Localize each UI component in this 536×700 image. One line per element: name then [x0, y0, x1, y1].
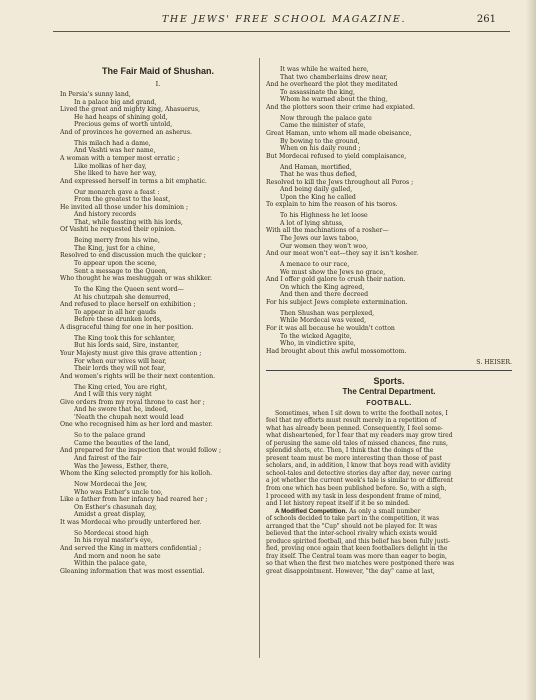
column-divider — [259, 58, 260, 658]
poem-signature: S. HEISER. — [476, 358, 512, 366]
stanza — [266, 212, 512, 258]
poem-line: In Persia's sunny land, — [60, 91, 131, 98]
paragraph-line: fray itself. The Central team was more than eager to begin, — [266, 552, 447, 560]
poem-line: Give orders from my royal throne to cast her ; — [60, 398, 205, 406]
poem-line: To his Highness he let loose — [280, 212, 368, 220]
poem-line: And expressed herself in terms a bit emphatic. — [60, 177, 207, 185]
poem-line: But Mordecai refused to yield complaisance, — [266, 152, 407, 160]
poem-line: We must show the Jews no grace, — [280, 268, 386, 276]
poem-line: A woman with a temper most erratic ; — [60, 154, 180, 162]
poem-line: Great Haman, unto whom all made obeisance, — [266, 129, 412, 137]
paragraph-line — [266, 508, 512, 516]
stanza — [60, 237, 256, 283]
poem-line: While Mordecai was vexed, — [280, 317, 367, 325]
poem-line: Whom the King selected promptly for his kolloh. — [60, 470, 213, 478]
paragraph-line: what disheartened, for I fear that my readers may grow tired — [266, 432, 453, 440]
poem-line: And women's rights will be their next contention. — [60, 372, 216, 380]
poem-line: Then Shushan was perplexed, — [280, 309, 375, 317]
poem-line: To the King the Queen sent word— — [74, 286, 184, 293]
poem-part-numeral: I. — [155, 80, 161, 88]
paragraph-line: great disappointment. However, "the day" came at last, — [266, 567, 435, 575]
poem-line: And Vashti was her name, — [74, 147, 156, 155]
paragraph-line: of perusing the same old tales of missed chances, fine runs, — [266, 439, 448, 447]
stanza — [266, 261, 512, 307]
poem-title: The Fair Maid of Shushan. — [101, 66, 214, 76]
paragraph-line: arranged that the "Cup" should not be played for. It was — [266, 522, 438, 530]
stanza — [60, 140, 256, 186]
running-header — [0, 14, 536, 28]
poem-line: And the plotters soon their crime had expiated. — [266, 103, 415, 111]
paragraph-line: from one which has been published before. So, with a sigh, — [266, 484, 447, 492]
paragraph-line: scholars, and, in addition, I know that boys read with avidity — [266, 462, 451, 470]
poem-line: Like a father from her infancy had reared her ; — [60, 496, 208, 504]
paragraph-line: fied, proving once again that keen footballers delight in the — [266, 545, 448, 553]
poem-line: For when our wives will hear, — [74, 357, 167, 365]
sports-title: Sports. — [373, 375, 405, 386]
poem-line: Came the minister of state, — [280, 122, 366, 130]
paragraph-line: splendid shots, etc. Then, I think that the doings of the — [266, 447, 434, 455]
poem-line: A disgraceful thing for one in her position. — [60, 323, 194, 331]
competition-paragraph — [266, 508, 512, 576]
stanza — [60, 335, 256, 381]
poem-line: Was the Jewess, Esther, there, — [74, 462, 169, 470]
poem-line: And then and there decreed — [280, 291, 369, 299]
poem-line: And refused to place herself on exhibition ; — [60, 301, 196, 309]
poem-line: And morn and noon he sate — [74, 552, 161, 560]
poem-line: Sent a message to the Queen, — [74, 267, 168, 275]
poem-line: And I offer gold galore to crush their nation. — [266, 276, 406, 284]
poem-line: On which the King agreed, — [280, 283, 365, 291]
poem-line: For it was all because he wouldn't cotton — [266, 324, 395, 332]
poem-line: To explain to him the reason of his tsoros. — [266, 201, 398, 209]
paragraph-line: feel that my efforts must result merely in a repetition of — [266, 417, 437, 425]
poem-line: And of provinces he governed an asherus. — [60, 128, 192, 136]
poem-line: From the greatest to the least, — [74, 196, 171, 204]
section-rule — [266, 370, 512, 371]
stanza — [266, 66, 512, 112]
paragraph-line: believed that the inter-school rivalry which exists would — [266, 530, 437, 538]
poem-line: Of Vashti he requested their opinion. — [60, 226, 176, 234]
poem-line: Now through the palace gate — [280, 114, 372, 122]
stanza — [60, 189, 256, 235]
paragraph-line: what has already been penned. Consequently, I feel some- — [266, 424, 443, 432]
header-rule — [53, 31, 510, 32]
stanza — [60, 286, 256, 332]
poem-line: When on his daily round ; — [280, 145, 361, 153]
competition-body — [266, 515, 512, 575]
poem-line: This milach had a dame, — [74, 139, 151, 147]
poem-line: With all the machinations of a rosher— — [266, 227, 389, 235]
stanza — [266, 164, 512, 210]
poem-line: Like molkas of her day, — [74, 162, 147, 170]
competition-first-line: As only a small number — [347, 507, 421, 515]
poem-stanzas-left — [60, 91, 256, 575]
right-column — [266, 66, 512, 576]
poem-line: Upon the King he called — [280, 193, 356, 201]
stanza — [266, 115, 512, 161]
poem-line: Had brought about this awful mossomottom. — [266, 347, 407, 355]
poem-line: Who thought he was meshuggah or was shikker. — [60, 275, 212, 283]
poem-line: And history records — [74, 211, 137, 219]
poem-line: It was Mordecai who proudly unterfered her. — [60, 518, 202, 526]
poem-line: At his chutzpah she demurred, — [74, 293, 171, 301]
poem-line: And served the King in matters confidential ; — [60, 544, 202, 552]
poem-line: Our monarch gave a feast : — [74, 188, 160, 196]
poem-line: And he swore that he, indeed, — [74, 406, 169, 414]
stanza — [60, 530, 256, 576]
poem-line: And I will this very night — [74, 391, 152, 399]
poem-line: And our meat won't eat—they say it isn't kosher. — [266, 250, 419, 258]
paragraph-line: Sometimes, when I sit down to write the football notes, I — [275, 409, 448, 417]
poem-line: By bowing to the ground, — [280, 137, 360, 145]
poem-line: Whom he warned about the thing, — [280, 96, 388, 104]
poem-line: It was while he waited here, — [280, 66, 369, 73]
poem-line: That, while feasting with his lords, — [74, 218, 183, 226]
poem-line: So Mordecai stood high — [74, 529, 149, 537]
left-column — [60, 66, 256, 579]
journal-title: THE JEWS' FREE SCHOOL MAGAZINE. — [162, 14, 407, 25]
poem-line: Came the beauties of the land, — [74, 439, 171, 447]
poem-line: To appear in all her gauds — [74, 308, 157, 316]
poem-line: Now Mordecai the Jew, — [74, 481, 147, 488]
poem-line: 'Neath the chupah next would lead — [74, 413, 184, 421]
poem-line: So to the palace grand — [74, 432, 146, 440]
poem-line: Gleaning information that was most essential. — [60, 567, 205, 575]
paragraph-line: I proceed with my task in less despondent frame of mind, — [266, 492, 442, 500]
poem-line: Being merry from his wine, — [74, 237, 160, 245]
paragraph-line: a jot whether the current week's tale is similar to or different — [266, 477, 454, 485]
poem-line: That he was thus defied, — [280, 171, 357, 179]
poem-line: Who was Esther's uncle too, — [74, 488, 163, 496]
poem-line: The King cried, You are right, — [74, 383, 168, 391]
poem-line: In his royal master's eye, — [74, 537, 153, 545]
poem-line: The Jews our laws taboo, — [280, 235, 359, 243]
poem-line: Your Majesty must give this grave attention ; — [60, 349, 202, 357]
poem-line: And he overheard the plot they meditated — [266, 81, 398, 89]
poem-line: In a palace big and grand, — [74, 98, 157, 106]
football-heading: FOOTBALL. — [366, 397, 412, 407]
poem-line: But his lords said, Sire, instanter, — [74, 342, 180, 350]
poem-stanzas-right — [266, 66, 512, 355]
poem-line: Before these drunken lords, — [74, 316, 162, 324]
stanza — [60, 432, 256, 478]
poem-line: Amidst a great display, — [74, 511, 146, 519]
poem-line: To the wicked Agagite, — [280, 332, 352, 340]
poem-line: On Esther's chasunah day, — [74, 503, 157, 511]
poem-line: The King took this for schlanter, — [74, 334, 176, 342]
poem-line: Who, in vindictive spite, — [280, 340, 356, 348]
poem-line: And Haman, mortified, — [280, 163, 352, 171]
poem-line: To appear upon the scene, — [74, 260, 157, 268]
football-paragraph — [266, 410, 512, 508]
poem-line: Resolved to kill the Jews throughout all Poros ; — [266, 178, 414, 186]
stanza — [60, 91, 256, 137]
poem-line: Precious gems of worth untold, — [74, 121, 173, 129]
poem-line: And fairest of the fair — [74, 455, 142, 463]
paragraph-line: of schools decided to take part in the competition, it was — [266, 515, 440, 523]
poem-line: She liked to have her way, — [74, 170, 157, 178]
poem-line: To assassinate the king, — [280, 88, 355, 96]
poem-line: One who recognised him as her lord and master. — [60, 421, 213, 429]
paragraph-line: and I let history repeat itself if it be so minded. — [266, 500, 410, 508]
poem-line: Within the palace gate, — [74, 560, 147, 568]
poem-line: Lived the great and mighty king, Ahasuerus, — [60, 106, 200, 114]
poem-line: For his subject Jews complete extermination. — [266, 298, 408, 306]
poem-line: A lot of lying shtuss, — [280, 219, 344, 227]
poem-line: The King, just for a chine, — [74, 244, 156, 252]
stanza — [60, 384, 256, 430]
poem-line: Our women they won't woo, — [280, 242, 368, 250]
paragraph-line: so that when the first two matches were postponed there was — [266, 560, 455, 568]
paragraph-line: produce spirited football, and this belief has been fully justi- — [266, 537, 450, 545]
stanza — [60, 481, 256, 527]
page-number: 261 — [476, 14, 496, 25]
paragraph-line: present team must be more interesting than those of past — [266, 454, 442, 462]
poem-line: A menace to our race, — [280, 261, 350, 268]
poem-line: He had heaps of shining gold, — [74, 113, 168, 121]
sports-subtitle: The Central Department. — [342, 386, 436, 396]
poem-line: Their lords they will not fear, — [74, 365, 166, 373]
competition-subheading: A Modified Competition. — [275, 507, 348, 515]
poem-line: He invited all those under his dominion ; — [60, 203, 189, 211]
stanza — [266, 310, 512, 356]
poem-line: And prepared for the inspection that would follow ; — [60, 447, 222, 455]
poem-line: And being daily galled, — [280, 186, 353, 194]
paragraph-line: school-tales and detective stories day after day, never caring — [266, 469, 452, 477]
poem-line: Resolved to end discussion much the quicker ; — [60, 252, 206, 260]
poem-line: That two chamberlains drew near, — [280, 73, 388, 81]
